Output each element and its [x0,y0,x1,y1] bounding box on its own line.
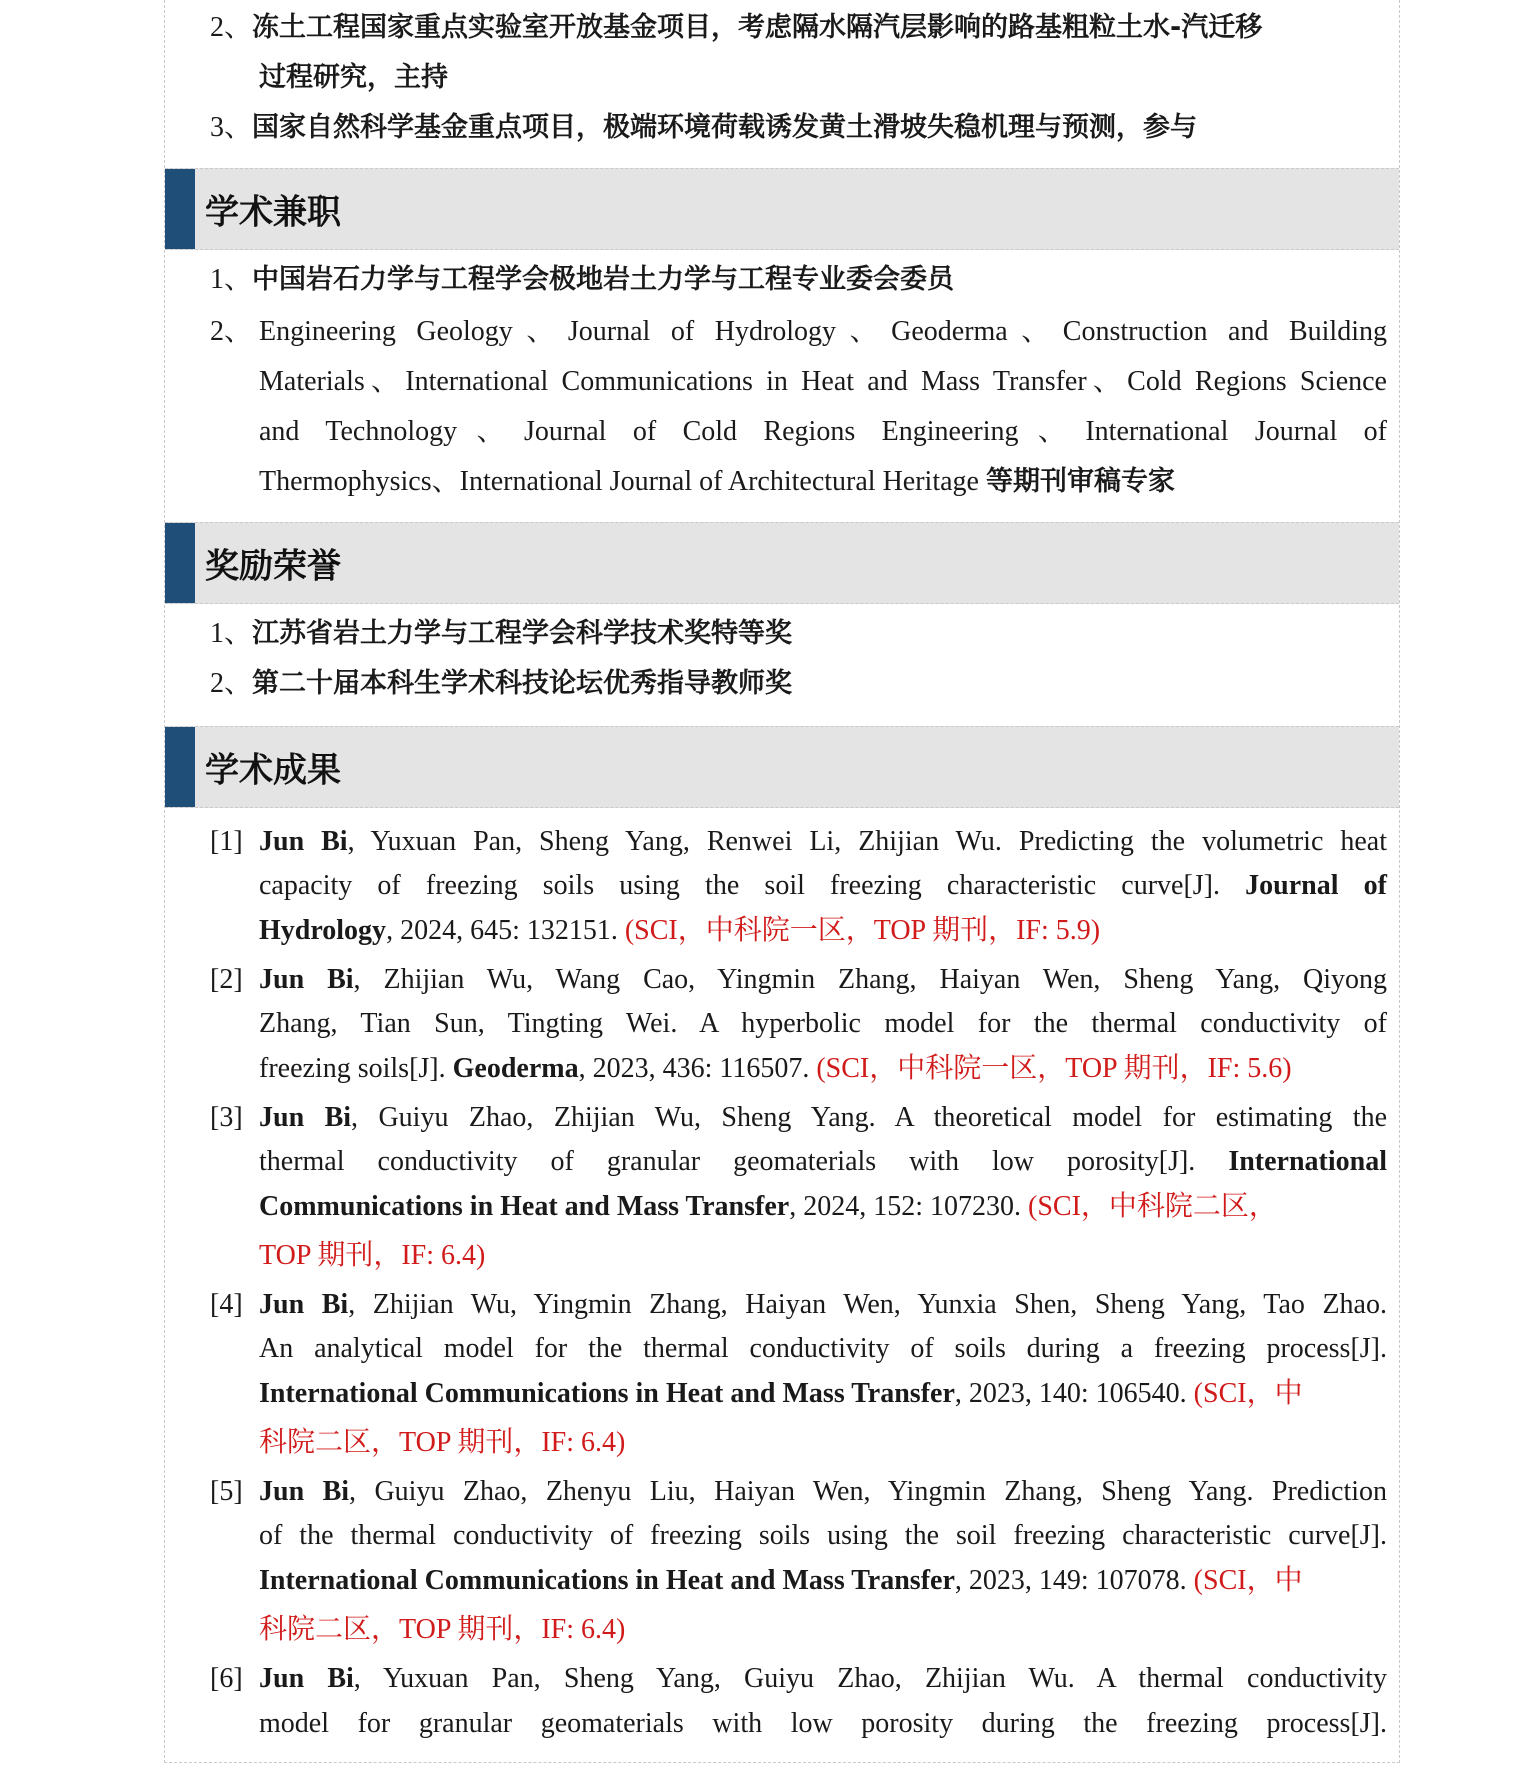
section-header-awards [165,522,1399,604]
reference-5-line-1: Jun Bi, Guiyu Zhao, Zhenyu Liu, Haiyan Wen, Yingmin Zhang, Sheng Yang. Prediction [259,1476,1387,1507]
reference-4-line-1: Jun Bi, Zhijian Wu, Yingmin Zhang, Haiyan Wen, Yunxia Shen, Sheng Yang, Tao Zhao. [259,1289,1387,1320]
part-time-item-2-line-2: Materials、International Communications in Heat and Mass Transfer、Cold Regions Science [259,366,1387,397]
part-time-item-2-number: 2、 [210,316,253,347]
reference-number: [2] [210,964,243,995]
journal-rank-tag: (SCI，中科院二区， [1028,1191,1277,1222]
section-accent-bar [165,727,195,807]
reference-4-line-3: International Communications in Heat and Mass Transfer, 2023, 140: 106540. (SCI，中 [259,1378,1303,1409]
reference-1-line-3: Hydrology, 2024, 645: 132151. (SCI，中科院一区，TOP 期刊，IF: 5.9) [259,915,1101,946]
reference-number: [6] [210,1663,243,1694]
project-item-2-line-2: 过程研究，主持 [259,62,448,93]
reference-4-line-2: An analytical model for the thermal conductivity of soils during a freezing process[J]. [259,1333,1387,1364]
part-time-item-2-line-3: and Technology、Journal of Cold Regions Engineering、International Journal of [259,416,1387,447]
section-accent-bar [165,169,195,249]
part-time-item-1: 1、中国岩石力学与工程学会极地岩土力学与工程专业委会委员 [210,264,955,295]
reference-1-line-1: Jun Bi, Yuxuan Pan, Sheng Yang, Renwei Li, Zhijian Wu. Predicting the volumetric heat [259,826,1388,857]
reference-number: [4] [210,1289,243,1320]
journal-rank-tag: (SCI，中 [1193,1565,1303,1596]
award-item-2: 2、第二十届本科生学术科技论坛优秀指导教师奖 [210,668,793,699]
reference-4-line-4: 科院二区，TOP 期刊，IF: 6.4) [259,1427,626,1458]
journal-rank-tag: (SCI，中 [1193,1378,1303,1409]
reference-number: [3] [210,1102,243,1133]
part-time-item-2-line-1: Engineering Geology、Journal of Hydrology、Geoderma、Construction and Building [259,316,1387,347]
profile-page [164,0,1400,1763]
reference-5-line-4: 科院二区，TOP 期刊，IF: 6.4) [259,1614,626,1645]
reference-3-line-1: Jun Bi, Guiyu Zhao, Zhijian Wu, Sheng Yang. A theoretical model for estimating the [259,1102,1387,1133]
journal-rank-tag: (SCI，中科院一区，TOP 期刊，IF: 5.6) [816,1053,1292,1084]
reference-2-line-1: Jun Bi, Zhijian Wu, Wang Cao, Yingmin Zhang, Haiyan Wen, Sheng Yang, Qiyong [259,964,1388,995]
project-item-3: 3、国家自然科学基金重点项目，极端环境荷载诱发黄土滑坡失稳机理与预测，参与 [210,112,1198,143]
reference-5-line-3: International Communications in Heat and Mass Transfer, 2023, 149: 107078. (SCI，中 [259,1565,1303,1596]
reference-3-line-4: TOP 期刊，IF: 6.4) [259,1240,486,1271]
reference-6-line-2: model for granular geomaterials with low porosity during the freezing process[J]. [259,1708,1387,1739]
project-item-2-line-1: 2、冻土工程国家重点实验室开放基金项目，考虑隔水隔汽层影响的路基粗粒土水-汽迁移 [210,12,1263,43]
reference-5-line-2: of the thermal conductivity of freezing soils using the soil freezing characteristic curve[J]. [259,1520,1387,1551]
reference-number: [1] [210,826,243,857]
reference-number: [5] [210,1476,243,1507]
section-accent-bar [165,523,195,603]
reference-2-line-3: freezing soils[J]. Geoderma, 2023, 436: 116507. (SCI，中科院一区，TOP 期刊，IF: 5.6) [259,1053,1292,1084]
section-title: 奖励荣誉 [205,546,341,587]
reference-3-line-2: thermal conductivity of granular geomaterials with low porosity[J]. International [259,1146,1387,1177]
reference-6-line-1: Jun Bi, Yuxuan Pan, Sheng Yang, Guiyu Zhao, Zhijian Wu. A thermal conductivity [259,1663,1387,1694]
part-time-item-2-line-4: Thermophysics、International Journal of Architectural Heritage 等期刊审稿专家 [259,466,1175,497]
reference-2-line-2: Zhang, Tian Sun, Tingting Wei. A hyperbolic model for the thermal conductivity of [259,1008,1387,1039]
reference-3-line-3: Communications in Heat and Mass Transfer, 2024, 152: 107230. (SCI，中科院二区， [259,1191,1277,1222]
reference-1-line-2: capacity of freezing soils using the soil freezing characteristic curve[J]. Journal of [259,870,1387,901]
section-title: 学术成果 [205,750,341,791]
section-title: 学术兼职 [205,192,341,233]
section-header-part-time [165,168,1399,250]
award-item-1: 1、江苏省岩土力学与工程学会科学技术奖特等奖 [210,618,793,649]
section-header-achievements [165,726,1399,808]
journal-rank-tag: (SCI，中科院一区，TOP 期刊，IF: 5.9) [624,915,1101,946]
